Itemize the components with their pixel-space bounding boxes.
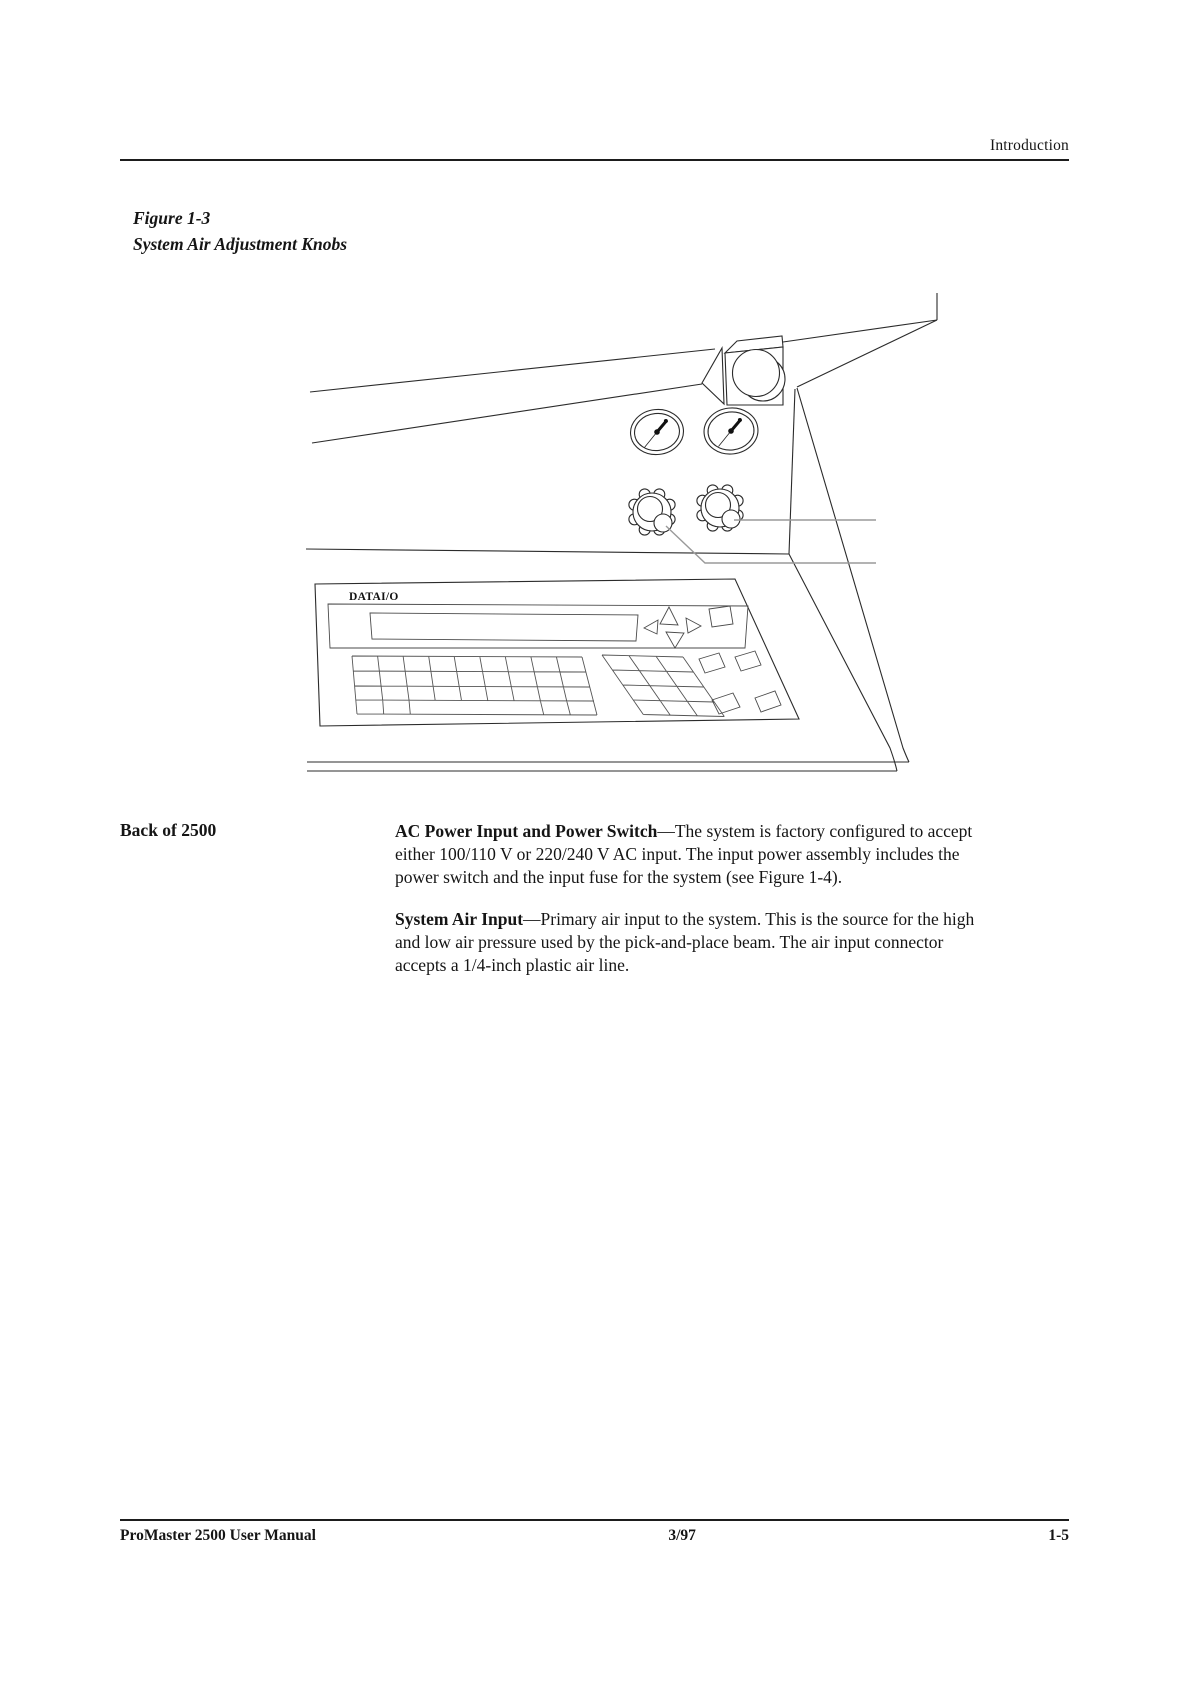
footer-date: 3/97	[668, 1527, 696, 1544]
figure-caption	[133, 205, 347, 257]
paragraph-lead: AC Power Input and Power Switch	[395, 821, 658, 841]
pressure-gauge-left	[628, 407, 685, 457]
pressure-gauge-right	[702, 405, 761, 456]
keyboard-console	[315, 579, 799, 726]
paragraph-text: The system is factory configured to accept either 100/110 V or 220/240 V AC input. The input power assembly includes the power switch and the input fuse for the system (see Figure 1-4).	[395, 821, 973, 887]
machine-outline	[310, 293, 937, 443]
line-drawing	[262, 275, 952, 785]
footer-page-number: 1-5	[1048, 1527, 1069, 1544]
header-rule	[120, 159, 1069, 161]
footer	[120, 1527, 1069, 1545]
em-dash: —	[523, 909, 541, 930]
paragraph-lead: System Air Input	[395, 909, 524, 930]
footer-rule	[120, 1519, 1069, 1521]
running-header: Introduction	[989, 137, 1069, 154]
body-paragraph-ac-power	[395, 820, 987, 888]
device-logo: DATAI/O	[349, 591, 399, 603]
knob-stem	[722, 510, 740, 528]
em-dash: —	[657, 821, 675, 841]
figure-title: System Air Adjustment Knobs	[133, 234, 348, 254]
callout-leader-lines	[666, 520, 876, 563]
figure-illustration	[262, 275, 952, 785]
figure-number: Figure 1-3	[133, 208, 211, 228]
air-input-connector	[702, 336, 785, 405]
sidehead: Back of 2500	[120, 820, 217, 840]
body-paragraph-system-air	[395, 908, 987, 976]
connector-face	[733, 350, 780, 397]
air-adjustment-knob-right	[697, 485, 743, 531]
footer-manual-title: ProMaster 2500 User Manual	[120, 1527, 316, 1544]
body-text	[395, 820, 987, 997]
paragraph-text: Primary air input to the system. This is the source for the high and low air pressure used by the pick-and-place beam. The air input connector accepts a 1/4-inch plastic air line.	[395, 909, 975, 975]
